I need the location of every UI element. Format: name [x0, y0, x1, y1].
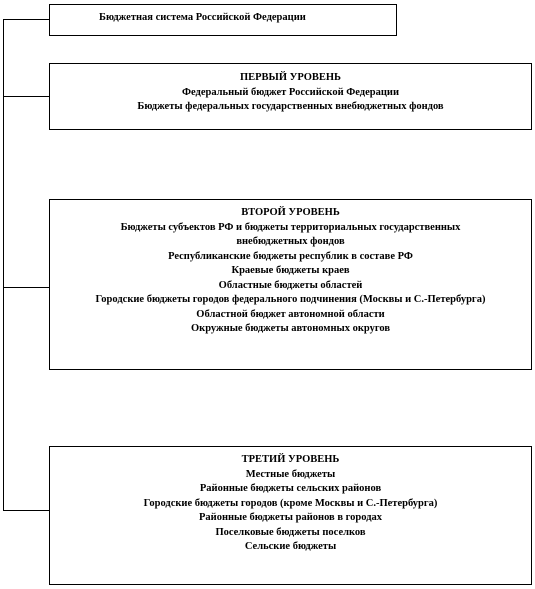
level-item: Городские бюджеты городов (кроме Москвы и С.-Петербурга): [143, 497, 438, 509]
level-item: Районные бюджеты сельских районов: [199, 483, 382, 494]
root-box: [49, 4, 397, 36]
level-heading: ВТОРОЙ УРОВЕНЬ: [241, 207, 340, 218]
connector-level-1: [3, 96, 49, 97]
level-item: Окружные бюджеты автономных округов: [191, 323, 390, 334]
level-2-box: [49, 199, 532, 370]
level-item: Областной бюджет автономной области: [196, 308, 385, 320]
level-3-box: [49, 446, 532, 585]
level-item: Городские бюджеты городов федерального подчинения (Москвы и С.-Петербурга): [95, 294, 486, 305]
level-item: Республиканские бюджеты республик в составе РФ: [168, 250, 413, 262]
level-item: Сельские бюджеты: [244, 541, 337, 552]
level-item: Областные бюджеты областей: [218, 279, 363, 291]
level-item: Бюджеты федеральных государственных внебюджетных фондов: [137, 101, 444, 112]
level-item: Краевые бюджеты краев: [231, 265, 350, 276]
level-item: Бюджеты субъектов РФ и бюджеты территориальных государственных внебюджетных фондов: [120, 221, 461, 247]
level-heading: ПЕРВЫЙ УРОВЕНЬ: [239, 72, 342, 83]
root-title: Бюджетная система Российской Федерации: [99, 12, 306, 23]
level-item: Федеральный бюджет Российской Федерации: [181, 86, 400, 98]
level-1-box: [49, 63, 532, 130]
level-heading: ТРЕТИЙ УРОВЕНЬ: [241, 454, 340, 465]
connector-level-3: [3, 510, 49, 511]
level-item: Местные бюджеты: [245, 468, 336, 480]
level-item: Районные бюджеты районов в городах: [198, 512, 383, 523]
connector-trunk: [3, 19, 4, 511]
level-item: Поселковые бюджеты поселков: [215, 526, 366, 538]
connector-level-2: [3, 287, 49, 288]
connector-root: [3, 19, 49, 20]
